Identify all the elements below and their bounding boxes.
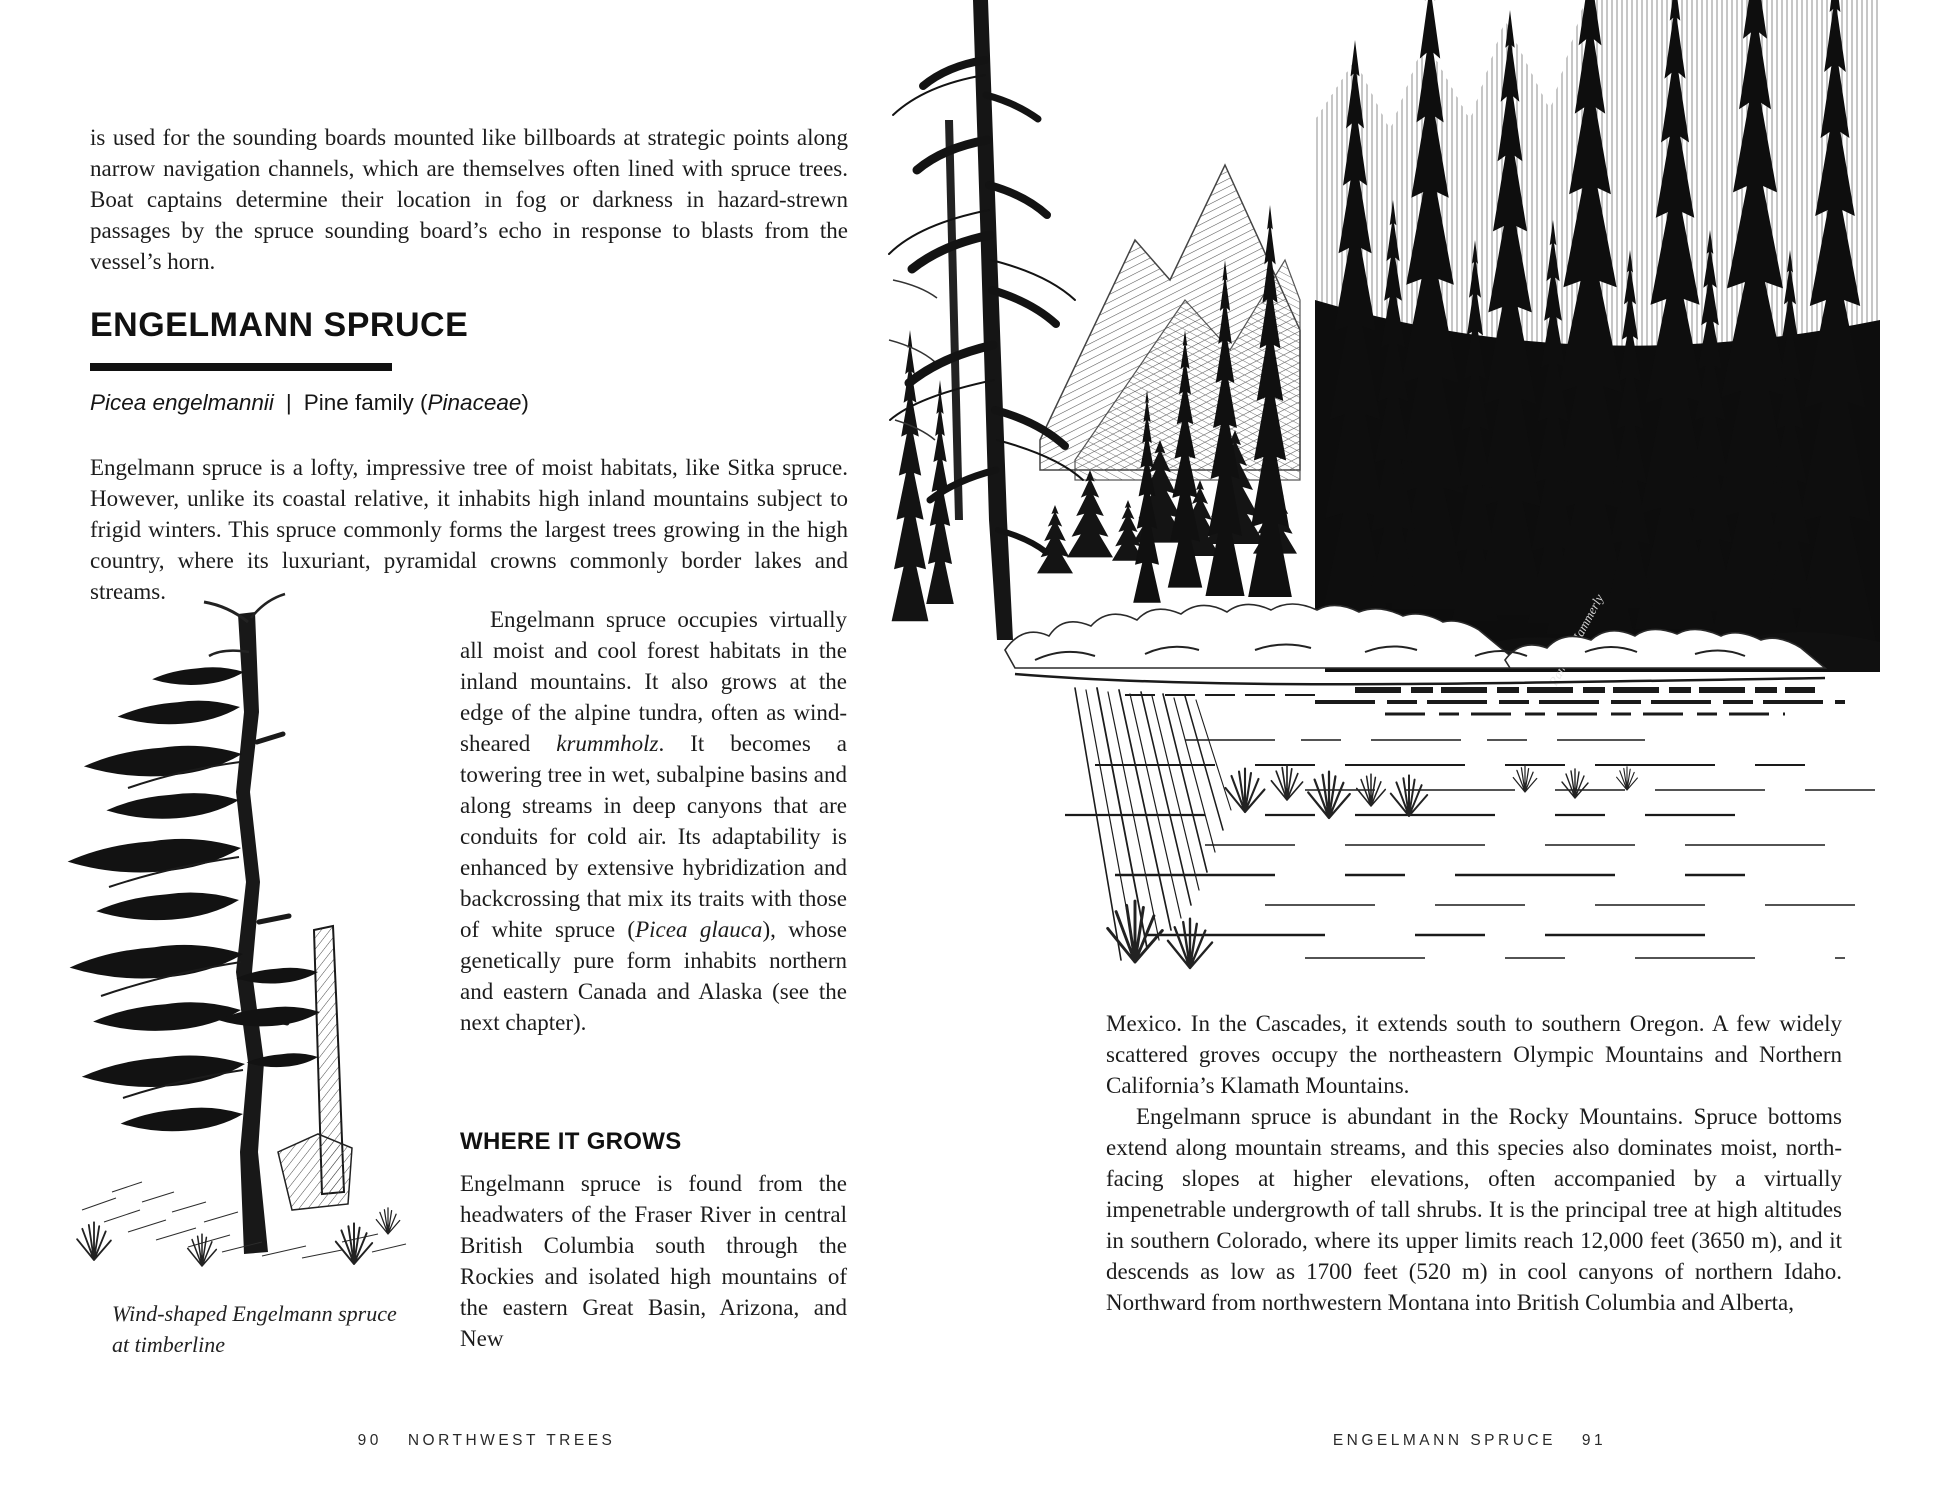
rock <box>278 1134 352 1210</box>
intro-paragraph: is used for the sounding boards mounted like billboards at strategic points along narrow navigation channels, which are themselves often lined with spruce trees. Boat captains determine their location in fog or darkness in hazard-strewn passages by the spruce sounding board’s echo in response to blasts from the vessel’s horn. <box>90 125 848 274</box>
page-number-left: 90 <box>357 1432 382 1449</box>
paragraph-rockies: Engelmann spruce is abundant in the Rocky Mountains. Spruce bottoms extend along mountain streams, and this species also dominates moist, north-facing slopes at higher elevations, often accompanied by a virtually impenetrable undergrowth of tall shrubs. It is the principal tree at high altitudes in southern Colorado, where its upper limits reach 12,000 feet (3650 m), and it descends as low as 1700 feet (520 m) in cool canyons of northern Idaho. Northward from northwestern Montana into British Columbia and Alberta, <box>1106 1104 1842 1315</box>
illustration-caption <box>112 1298 432 1360</box>
paragraph-cascades: Mexico. In the Cascades, it extends south to southern Oregon. A few widely scattered groves occupy the northeastern Olympic Mountains and Northern California’s Klamath Mountains. <box>1106 1011 1842 1098</box>
heading-rule <box>90 363 392 371</box>
right-page-footer <box>993 1432 1946 1450</box>
trunk <box>236 612 268 1254</box>
running-title-right: ENGELMANN SPRUCE <box>1332 1432 1556 1449</box>
water <box>1015 674 1880 958</box>
right-forest <box>1315 0 1880 672</box>
illustration-krummholz-spruce <box>52 592 432 1298</box>
illustration-spruce-lake <box>885 0 1880 975</box>
para2-seg: . It becomes a towering tree in wet, subalpine basins and along streams in deep canyons that are conduits for cold air. Its adaptability is enhanced by extensive hybridization and backcrossing that mix its traits with those of white spruce ( <box>460 731 847 942</box>
paragraph-range-habit <box>460 604 847 1038</box>
right-page <box>973 0 1946 1504</box>
caption-line-2: at timberline <box>112 1332 226 1357</box>
para2-seg: ), whose genetically pure form inhabits northern and eastern Canada and Alaska (see the next chapter). <box>460 917 847 1035</box>
running-title-left: NORTHWEST TREES <box>407 1432 616 1449</box>
family-name: Pine family ( <box>303 390 428 415</box>
wind-flag-foliage <box>68 667 245 1131</box>
krummholz-spruce-drawing <box>52 592 432 1298</box>
paragraph-habitat: Engelmann spruce is a lofty, impressive tree of moist habitats, like Sitka spruce. However, unlike its coastal relative, it inhabits high inland mountains subject to frigid winters. This spruce commonly forms the largest trees growing in the high country, where its luxuriant, pyramidal crowns commonly border lakes and streams. <box>90 455 848 604</box>
latin-name: Picea engelmannii <box>90 390 274 415</box>
para2-seg: Engelmann spruce occupies virtually all moist and cool forest habitats in the inland mountains. It also grows at the edge of the alpine tundra, often as wind-sheared <box>460 607 847 756</box>
caption-line-1: Wind-shaped Engelmann spruce <box>112 1301 397 1326</box>
family-close: ) <box>521 390 529 415</box>
shore-grass <box>1075 688 1637 968</box>
para2-krummholz: krummholz <box>556 731 659 756</box>
paragraph-where-grows: Engelmann spruce is found from the headwaters of the Fraser River in central British Columbia south through the Rockies and isolated high mountains of the eastern Great Basin, Arizona, and New <box>460 1171 847 1351</box>
species-separator: | <box>285 390 292 415</box>
family-latin: Pinaceae <box>427 390 522 415</box>
page-number-right: 91 <box>1581 1432 1607 1449</box>
left-page-footer <box>0 1432 973 1450</box>
chapter-title: ENGELMANN SPRUCE <box>90 306 469 344</box>
species-line <box>90 390 529 416</box>
where-it-grows-heading: WHERE IT GROWS <box>460 1128 682 1155</box>
para2-picea-glauca: Picea glauca <box>635 917 763 942</box>
spruce-lake-drawing <box>885 0 1880 975</box>
